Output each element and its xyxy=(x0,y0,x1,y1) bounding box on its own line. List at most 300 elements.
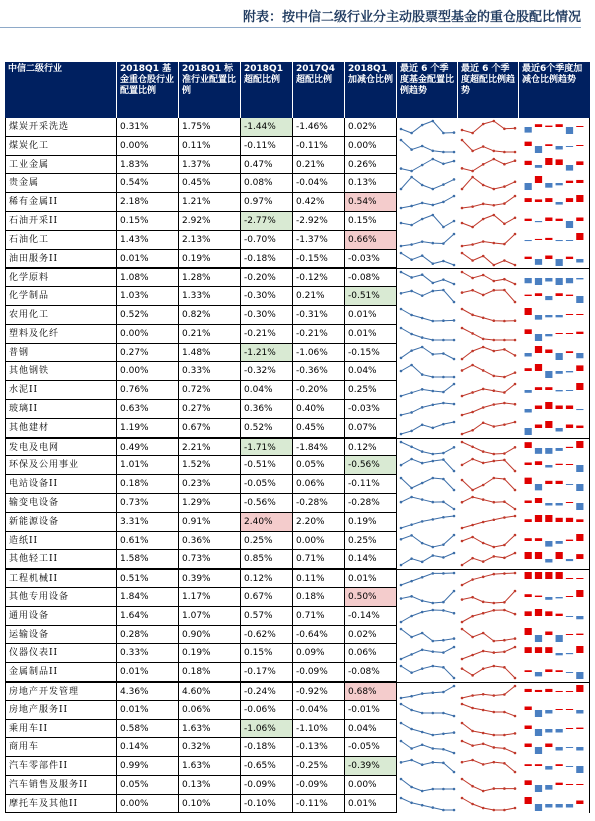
trend-point xyxy=(442,808,445,811)
trend-point xyxy=(453,590,456,593)
trend-point xyxy=(453,612,456,615)
std-alloc-cell: 0.90% xyxy=(179,626,241,645)
trend-point xyxy=(482,612,485,615)
mini-chart xyxy=(397,400,458,418)
industry-name: 金属制品II xyxy=(5,663,117,682)
mini-chart xyxy=(519,174,589,192)
mini-chart xyxy=(458,419,519,437)
trend-point xyxy=(482,254,485,257)
trend-bar xyxy=(556,353,563,360)
std-alloc-cell: 0.39% xyxy=(179,569,241,588)
std-alloc-cell: 0.06% xyxy=(179,701,241,720)
trend-point xyxy=(400,501,403,504)
trend-point xyxy=(442,732,445,735)
trend-line xyxy=(462,497,515,509)
std-alloc-cell: 1.37% xyxy=(179,156,241,175)
trend-point xyxy=(514,403,517,406)
trend-bar xyxy=(535,552,542,559)
mini-chart xyxy=(519,212,589,230)
trend-point xyxy=(493,639,496,642)
trend-line xyxy=(462,347,515,359)
trend-bar xyxy=(535,278,542,285)
change-cell: 0.54% xyxy=(345,193,397,212)
trend-alloc-sparkline xyxy=(397,795,458,814)
industry-name: 化学原料 xyxy=(5,268,117,287)
std-alloc-cell: 0.45% xyxy=(179,174,241,193)
fund-alloc-cell: 0.51% xyxy=(117,569,179,588)
trend-point xyxy=(471,694,474,697)
trend-point xyxy=(453,646,456,649)
table-row xyxy=(5,250,590,269)
trend-point xyxy=(482,345,485,348)
trend-bar xyxy=(525,780,532,785)
trend-point xyxy=(421,667,424,670)
trend-line xyxy=(462,704,515,716)
trend-bar xyxy=(525,670,532,672)
trend-point xyxy=(400,414,403,417)
industry-name: 其他建材 xyxy=(5,419,117,438)
trend-bar xyxy=(525,219,532,221)
mini-chart xyxy=(519,400,589,418)
change-cell: 0.13% xyxy=(345,174,397,193)
trend-bar xyxy=(535,239,542,240)
trend-point xyxy=(493,157,496,160)
overweight-q1-cell: 0.15% xyxy=(241,644,293,663)
trend-point xyxy=(503,651,506,654)
trend-bar xyxy=(576,383,583,390)
trend-line xyxy=(401,723,454,735)
trend-bar xyxy=(535,346,542,353)
trend-point xyxy=(432,806,435,809)
trend-line xyxy=(401,403,454,415)
trend-point xyxy=(461,584,464,587)
trend-alloc-sparkline xyxy=(397,532,458,551)
trend-point xyxy=(421,692,424,695)
trend-bar xyxy=(556,240,563,241)
trend-bar xyxy=(566,784,573,785)
trend-point xyxy=(461,702,464,705)
trend-point xyxy=(453,301,456,304)
change-cell: 0.00% xyxy=(345,137,397,156)
industry-name: 玻璃II xyxy=(5,400,117,419)
change-cell: 0.02% xyxy=(345,118,397,137)
table-row xyxy=(5,419,590,438)
trend-bar xyxy=(535,572,542,579)
trend-point xyxy=(461,244,464,247)
mini-chart xyxy=(458,269,519,287)
trend-bar xyxy=(566,518,573,522)
table-row xyxy=(5,682,590,701)
change-cell: 0.04% xyxy=(345,720,397,739)
trend-line xyxy=(401,121,454,133)
trend-point xyxy=(410,258,413,261)
trend-alloc-sparkline xyxy=(397,569,458,588)
mini-chart xyxy=(458,738,519,756)
overweight-q4-cell: 0.11% xyxy=(293,569,345,588)
trend-point xyxy=(410,132,413,135)
trend-point xyxy=(503,348,506,351)
trend-point xyxy=(461,620,464,623)
trend-point xyxy=(461,761,464,764)
trend-point xyxy=(453,752,456,755)
trend-point xyxy=(493,501,496,504)
trend-point xyxy=(471,785,474,788)
trend-point xyxy=(442,556,445,559)
trend-bar xyxy=(556,464,563,465)
trend-bar xyxy=(556,278,563,285)
trend-point xyxy=(471,176,474,179)
trend-overweight-sparkline xyxy=(458,137,519,156)
trend-point xyxy=(471,759,474,762)
trend-point xyxy=(471,314,474,317)
industry-name: 新能源设备 xyxy=(5,513,117,532)
trend-line xyxy=(401,272,454,284)
trend-point xyxy=(442,132,445,135)
trend-bar xyxy=(556,709,563,710)
trend-bar xyxy=(525,390,532,393)
trend-bar xyxy=(556,219,563,221)
change-cell: 0.01% xyxy=(345,325,397,344)
trend-bar xyxy=(525,706,532,710)
trend-point xyxy=(432,426,435,429)
mini-chart xyxy=(519,381,589,399)
trend-point xyxy=(410,392,413,395)
trend-bar xyxy=(566,127,573,134)
trend-line xyxy=(401,573,454,585)
mini-chart xyxy=(397,607,458,625)
trend-point xyxy=(432,761,435,764)
trend-point xyxy=(493,710,496,713)
trend-point xyxy=(503,666,506,669)
std-alloc-cell: 0.67% xyxy=(179,419,241,438)
change-cell: 0.06% xyxy=(345,644,397,663)
trend-point xyxy=(453,283,456,286)
trend-change-bars xyxy=(519,400,590,419)
trend-bar xyxy=(545,631,552,635)
trend-overweight-sparkline xyxy=(458,212,519,231)
trend-point xyxy=(471,149,474,152)
mini-chart xyxy=(458,193,519,211)
overweight-q1-cell: -1.06% xyxy=(241,720,293,739)
trend-overweight-sparkline xyxy=(458,438,519,457)
trend-change-bars xyxy=(519,193,590,212)
trend-point xyxy=(461,188,464,191)
overweight-q1-cell: -1.71% xyxy=(241,438,293,457)
std-alloc-cell: 0.21% xyxy=(179,325,241,344)
mini-chart xyxy=(519,250,589,268)
fund-alloc-cell: 0.01% xyxy=(117,250,179,269)
fund-alloc-cell: 1.83% xyxy=(117,156,179,175)
trend-point xyxy=(482,541,485,544)
trend-point xyxy=(421,610,424,613)
trend-overweight-sparkline xyxy=(458,193,519,212)
trend-change-bars xyxy=(519,588,590,607)
trend-bar xyxy=(576,425,583,427)
trend-point xyxy=(461,778,464,781)
trend-point xyxy=(461,432,464,435)
trend-point xyxy=(503,376,506,379)
trend-point xyxy=(493,289,496,292)
trend-point xyxy=(442,762,445,765)
trend-overweight-sparkline xyxy=(458,118,519,137)
trend-change-bars xyxy=(519,287,590,306)
trend-change-bars xyxy=(519,795,590,814)
trend-point xyxy=(482,576,485,579)
trend-point xyxy=(453,677,456,680)
trend-change-bars xyxy=(519,626,590,645)
allocation-table xyxy=(5,62,590,813)
overweight-q4-cell: 2.20% xyxy=(293,513,345,532)
mini-chart xyxy=(519,156,589,174)
overweight-q4-cell: -0.31% xyxy=(293,306,345,325)
mini-chart xyxy=(397,644,458,662)
trend-point xyxy=(421,711,424,714)
change-cell: -0.05% xyxy=(345,738,397,757)
mini-chart xyxy=(458,439,519,457)
trend-point xyxy=(442,376,445,379)
table-row xyxy=(5,663,590,682)
fund-alloc-cell: 0.76% xyxy=(117,381,179,400)
industry-name: 其他轻工II xyxy=(5,550,117,569)
trend-point xyxy=(514,319,517,322)
fund-alloc-cell: 0.00% xyxy=(117,362,179,381)
trend-point xyxy=(410,653,413,656)
trend-point xyxy=(482,421,485,424)
trend-overweight-sparkline xyxy=(458,795,519,814)
trend-point xyxy=(503,162,506,165)
trend-bar xyxy=(576,578,583,579)
change-cell: -0.56% xyxy=(345,456,397,475)
trend-change-bars xyxy=(519,757,590,776)
trend-point xyxy=(493,652,496,655)
trend-point xyxy=(493,263,496,266)
mini-chart xyxy=(397,212,458,230)
trend-point xyxy=(514,646,517,649)
table-row xyxy=(5,306,590,325)
trend-bar xyxy=(556,259,563,266)
trend-point xyxy=(514,787,517,790)
trend-point xyxy=(514,470,517,473)
trend-point xyxy=(503,572,506,575)
overweight-q4-cell: -0.09% xyxy=(293,663,345,682)
trend-bar xyxy=(556,503,563,506)
overweight-q1-cell: -0.17% xyxy=(241,663,293,682)
trend-bar xyxy=(525,409,532,413)
trend-point xyxy=(410,727,413,730)
trend-change-bars xyxy=(519,325,590,344)
trend-point xyxy=(410,523,413,526)
overweight-q1-cell: -2.77% xyxy=(241,212,293,231)
trend-alloc-sparkline xyxy=(397,156,458,175)
trend-point xyxy=(503,150,506,153)
overweight-q1-cell: -0.30% xyxy=(241,287,293,306)
trend-bar xyxy=(566,333,573,334)
trend-bar xyxy=(576,590,583,597)
overweight-q4-cell: 0.21% xyxy=(293,287,345,306)
trend-point xyxy=(471,259,474,262)
mini-chart xyxy=(519,607,589,625)
trend-point xyxy=(400,138,403,141)
trend-bar xyxy=(556,390,563,391)
mini-chart xyxy=(458,287,519,305)
trend-point xyxy=(400,308,403,311)
trend-point xyxy=(432,651,435,654)
trend-point xyxy=(461,167,464,170)
mini-chart xyxy=(519,306,589,324)
overweight-q4-cell: -0.36% xyxy=(293,362,345,381)
trend-point xyxy=(482,388,485,391)
overweight-q4-cell: -0.15% xyxy=(293,250,345,269)
fund-alloc-cell: 0.15% xyxy=(117,212,179,231)
change-cell: 0.68% xyxy=(345,682,397,701)
industry-name: 石油化工 xyxy=(5,231,117,250)
mini-chart xyxy=(519,456,589,474)
industry-name: 煤炭开采洗选 xyxy=(5,118,117,137)
trend-point xyxy=(471,411,474,414)
mini-chart xyxy=(519,683,589,701)
trend-point xyxy=(410,224,413,227)
overweight-q4-cell: 0.21% xyxy=(293,156,345,175)
trend-bar xyxy=(545,255,552,259)
overweight-q4-cell: -0.20% xyxy=(293,381,345,400)
change-cell: -0.51% xyxy=(345,287,397,306)
mini-chart xyxy=(397,344,458,362)
trend-point xyxy=(482,631,485,634)
trend-point xyxy=(421,388,424,391)
mini-chart xyxy=(458,325,519,343)
trend-point xyxy=(442,319,445,322)
trend-line xyxy=(401,760,454,772)
trend-bar xyxy=(545,144,552,146)
mini-chart xyxy=(397,325,458,343)
trend-overweight-sparkline xyxy=(458,720,519,739)
trend-bar xyxy=(556,764,563,766)
trend-point xyxy=(421,254,424,257)
trend-point xyxy=(453,195,456,198)
trend-bar xyxy=(576,195,583,202)
mini-chart xyxy=(519,494,589,512)
trend-point xyxy=(453,808,456,811)
trend-point xyxy=(482,337,485,340)
trend-point xyxy=(421,631,424,634)
mini-chart xyxy=(519,626,589,644)
trend-bar xyxy=(556,613,563,615)
std-alloc-cell: 1.28% xyxy=(179,268,241,287)
trend-point xyxy=(503,243,506,246)
trend-point xyxy=(461,740,464,743)
trend-line xyxy=(401,159,454,171)
overweight-q4-cell: 0.06% xyxy=(293,475,345,494)
overweight-q1-cell: 0.12% xyxy=(241,569,293,588)
mini-chart xyxy=(397,269,458,287)
trend-line xyxy=(462,384,515,396)
trend-overweight-sparkline xyxy=(458,757,519,776)
std-alloc-cell: 0.19% xyxy=(179,644,241,663)
mini-chart xyxy=(519,701,589,719)
mini-chart xyxy=(458,683,519,701)
trend-bar xyxy=(576,145,583,146)
trend-point xyxy=(493,188,496,191)
trend-point xyxy=(461,526,464,529)
table-row xyxy=(5,569,590,588)
trend-bar xyxy=(525,538,532,541)
trend-point xyxy=(432,188,435,191)
trend-bar xyxy=(566,559,573,561)
industry-name: 摩托车及其他II xyxy=(5,795,117,814)
trend-point xyxy=(400,440,403,443)
overweight-q1-cell: -0.56% xyxy=(241,494,293,513)
trend-point xyxy=(432,390,435,393)
industry-name: 油田服务II xyxy=(5,250,117,269)
industry-name: 水泥II xyxy=(5,381,117,400)
trend-change-bars xyxy=(519,569,590,588)
std-alloc-cell: 0.11% xyxy=(179,137,241,156)
std-alloc-cell: 2.92% xyxy=(179,212,241,231)
mini-chart xyxy=(519,269,589,287)
mini-chart xyxy=(397,494,458,512)
trend-overweight-sparkline xyxy=(458,456,519,475)
trend-overweight-sparkline xyxy=(458,532,519,551)
trend-line xyxy=(462,535,515,547)
trend-bar xyxy=(545,278,552,282)
mini-chart xyxy=(519,588,589,606)
trend-point xyxy=(471,206,474,209)
std-alloc-cell: 1.48% xyxy=(179,344,241,363)
trend-point xyxy=(461,667,464,670)
industry-name: 普钢 xyxy=(5,344,117,363)
trend-point xyxy=(471,226,474,229)
trend-point xyxy=(410,534,413,537)
trend-bar xyxy=(545,744,552,748)
fund-alloc-cell: 0.63% xyxy=(117,400,179,419)
industry-name: 乘用车II xyxy=(5,720,117,739)
trend-point xyxy=(421,498,424,501)
trend-bar xyxy=(525,572,532,579)
trend-bar xyxy=(566,256,573,258)
trend-overweight-sparkline xyxy=(458,776,519,795)
overweight-q4-cell: -0.64% xyxy=(293,626,345,645)
trend-change-bars xyxy=(519,306,590,325)
mini-chart xyxy=(397,701,458,719)
mini-chart xyxy=(458,701,519,719)
fund-alloc-cell: 0.28% xyxy=(117,626,179,645)
table-row xyxy=(5,607,590,626)
trend-point xyxy=(432,501,435,504)
trend-point xyxy=(400,188,403,191)
trend-point xyxy=(410,429,413,432)
trend-point xyxy=(421,599,424,602)
trend-point xyxy=(461,271,464,274)
trend-point xyxy=(421,184,424,187)
mini-chart xyxy=(458,795,519,813)
trend-line xyxy=(401,516,454,528)
trend-bar xyxy=(525,256,532,258)
mini-chart xyxy=(519,644,589,662)
trend-alloc-sparkline xyxy=(397,212,458,231)
overweight-q4-cell: 0.09% xyxy=(293,644,345,663)
overweight-q1-cell: -0.18% xyxy=(241,250,293,269)
table-body xyxy=(5,118,590,813)
trend-change-bars xyxy=(519,682,590,701)
mini-chart xyxy=(519,419,589,437)
trend-point xyxy=(442,459,445,462)
trend-point xyxy=(453,159,456,162)
trend-line xyxy=(462,741,515,753)
overweight-q4-cell: -0.25% xyxy=(293,757,345,776)
mini-chart xyxy=(519,344,589,362)
overweight-q4-cell: -1.06% xyxy=(293,344,345,363)
overweight-q1-cell: 2.40% xyxy=(241,513,293,532)
